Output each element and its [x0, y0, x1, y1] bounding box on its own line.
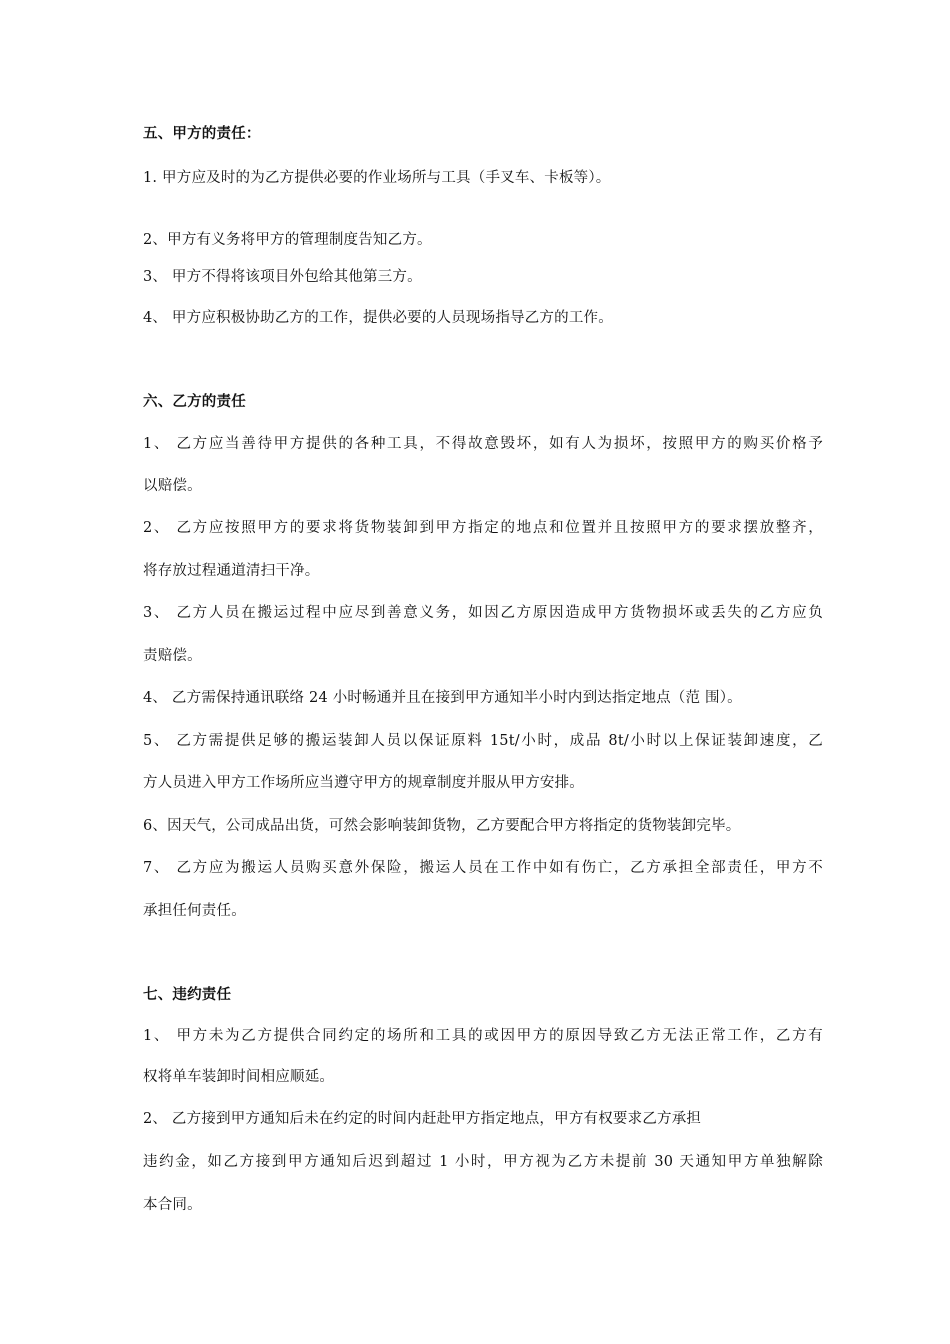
section-6-heading: 六、乙方的责任	[143, 394, 246, 410]
section-6-line-4: 将存放过程通道清扫干净。	[143, 563, 320, 579]
section-7-line-2: 权将单车装卸时间相应顺延。	[143, 1069, 335, 1085]
section-6-line-5: 3、 乙方人员在搬运过程中应尽到善意义务，如因乙方原因造成甲方货物损坏或丢失的乙方应负	[143, 605, 823, 621]
section-7-line-5: 本合同。	[143, 1197, 202, 1213]
section-6-line-10: 6、因天气，公司成品出货，可然会影响装卸货物，乙方要配合甲方将指定的货物装卸完毕。	[143, 818, 741, 834]
section-5-heading: 五、甲方的责任：	[143, 126, 261, 142]
section-6-line-12: 承担任何责任。	[143, 903, 246, 919]
section-7-line-3: 2、 乙方接到甲方通知后未在约定的时间内赶赴甲方指定地点，甲方有权要求乙方承担	[143, 1111, 702, 1127]
section-5-line-3: 3、 甲方不得将该项目外包给其他第三方。	[143, 269, 422, 285]
section-5-line-1: 1. 甲方应及时的为乙方提供必要的作业场所与工具（手叉车、卡板等）。	[143, 170, 611, 186]
section-7-heading: 七、违约责任	[143, 987, 232, 1003]
section-6-line-2: 以赔偿。	[143, 478, 202, 494]
section-6-line-6: 责赔偿。	[143, 648, 202, 664]
section-6-line-7: 4、 乙方需保持通讯联络 24 小时畅通并且在接到甲方通知半小时内到达指定地点（范 围）。	[143, 690, 742, 706]
section-5-line-4: 4、 甲方应积极协助乙方的工作，提供必要的人员现场指导乙方的工作。	[143, 310, 613, 326]
section-6-line-8: 5、 乙方需提供足够的搬运装卸人员以保证原料 15t/小时，成品 8t/小时以上保证装卸速度，乙	[143, 733, 823, 749]
section-7-line-4: 违约金，如乙方接到甲方通知后迟到超过 1 小时，甲方视为乙方未提前 30 天通知甲方单独解除	[143, 1154, 823, 1170]
section-5-line-2: 2、甲方有义务将甲方的管理制度告知乙方。	[143, 232, 432, 248]
section-6-line-9: 方人员进入甲方工作场所应当遵守甲方的规章制度并服从甲方安排。	[143, 775, 584, 791]
section-7-line-1: 1、 甲方未为乙方提供合同约定的场所和工具的或因甲方的原因导致乙方无法正常工作，乙方有	[143, 1028, 823, 1044]
section-6-line-3: 2、 乙方应按照甲方的要求将货物装卸到甲方指定的地点和位置并且按照甲方的要求摆放整齐，	[143, 520, 823, 536]
section-6-line-11: 7、 乙方应为搬运人员购买意外保险，搬运人员在工作中如有伤亡，乙方承担全部责任，甲方不	[143, 860, 823, 876]
section-6-line-1: 1、 乙方应当善待甲方提供的各种工具，不得故意毁坏，如有人为损坏，按照甲方的购买价格予	[143, 436, 823, 452]
